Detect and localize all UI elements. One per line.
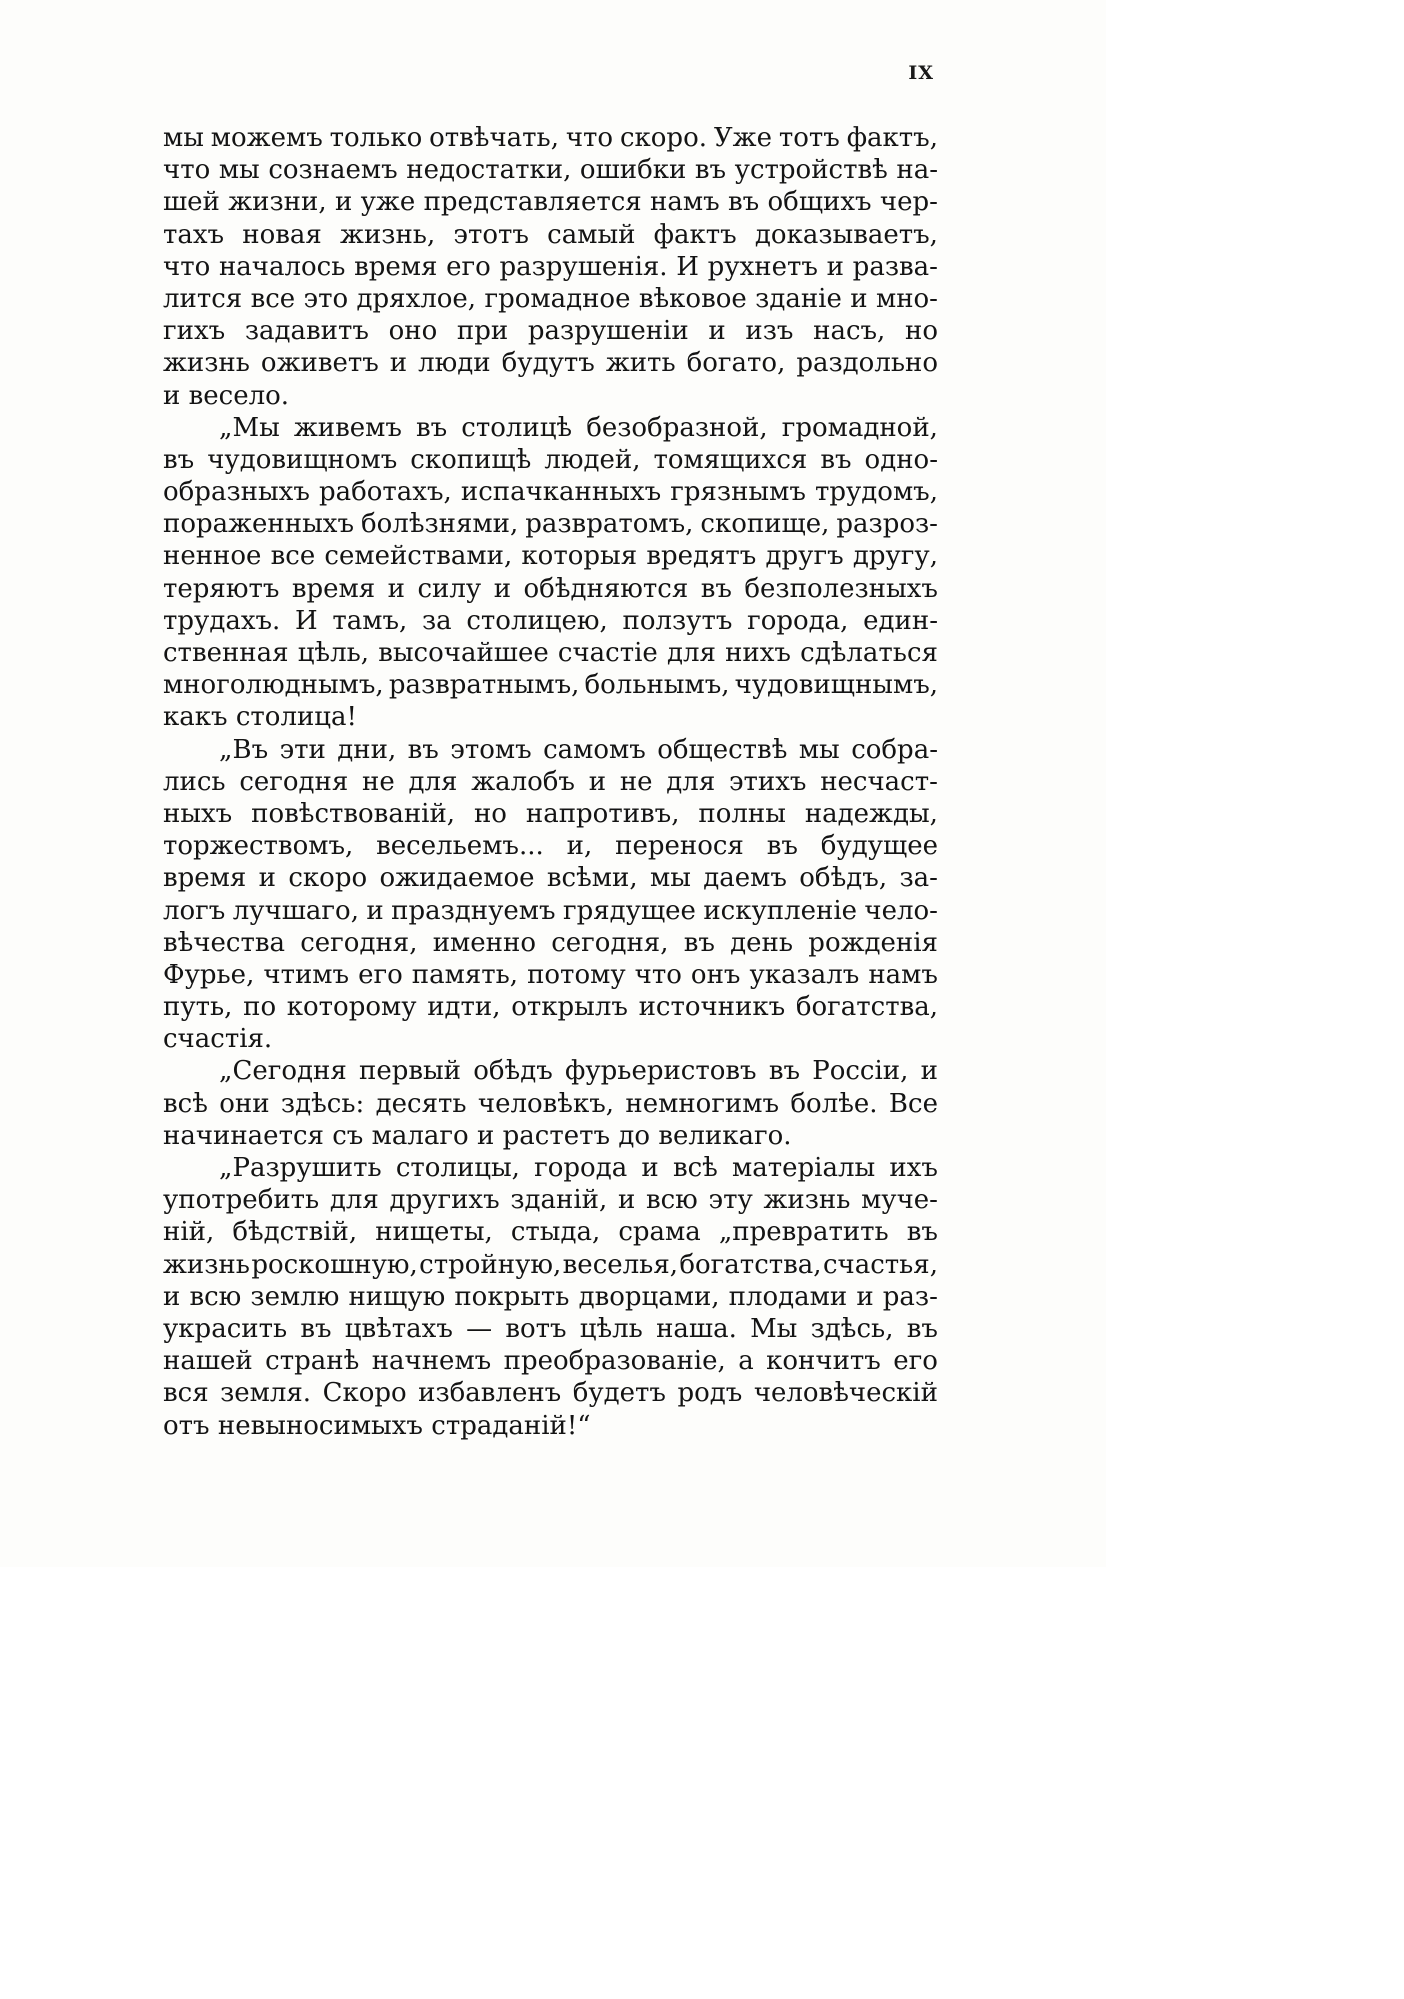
text-line: вѣчества сегодня, именно сегодня, въ день рожденія [163,927,938,958]
text-line: „Сегодня первый обѣдъ фурьеристовъ въ Россіи, и [219,1056,938,1087]
text-line: многолюднымъ, развратнымъ, больнымъ, чудовищнымъ, [163,670,938,701]
text-line: трудахъ. И тамъ, за столицею, ползутъ города, един- [163,605,938,636]
text-line: украсить въ цвѣтахъ — вотъ цѣль наша. Мы здѣсь, въ [163,1313,938,1344]
text-line: образныхъ работахъ, испачканныхъ грязнымъ трудомъ, [163,477,938,508]
text-line: „Разрушить столицы, города и всѣ матеріалы ихъ [219,1153,938,1183]
text-line: нашей странѣ начнемъ преобразованіе, а кончитъ его [163,1346,938,1377]
text-line: ній, бѣдствій, нищеты, стыда, срама „превратить въ [163,1217,938,1248]
text-line: ненное все семействами, которыя вредятъ другъ другу, [163,541,938,572]
text-line: ственная цѣль, высочайшее счастіе для нихъ сдѣлаться [163,638,938,668]
text-line: отъ невыносимыхъ страданій!“ [163,1410,591,1441]
text-line: жизнь оживетъ и люди будутъ жить богато, раздольно [163,348,938,379]
text-line: жизнь роскошную, стройную, веселья, богатства, счастья, [163,1249,938,1280]
text-line: вся земля. Скоро избавленъ будетъ родъ человѣческій [163,1378,938,1409]
text-line: и весело. [163,380,290,411]
text-line: торжествомъ, весельемъ... и, перенося въ будущее [163,831,938,862]
text-line: что началось время его разрушенія. И рухнетъ и разва- [163,251,938,282]
text-line: лись сегодня не для жалобъ и не для этихъ несчаст- [163,766,938,797]
text-line: Фурье, чтимъ его память, потому что онъ указалъ намъ [163,959,938,990]
text-line: лится все это дряхлое, громадное вѣковое зданіе и мно- [163,283,938,314]
text-line: пораженныхъ болѣзнями, развратомъ, скопище, разроз- [163,509,938,540]
text-line: употребить для другихъ зданій, и всю эту жизнь муче- [163,1185,938,1216]
text-line: логъ лучшаго, и празднуемъ грядущее искупленіе чело- [163,895,938,926]
text-line: и всю землю нищую покрыть дворцами, плодами и раз- [163,1281,938,1312]
text-line: шей жизни, и уже представляется намъ въ общихъ чер- [163,187,938,218]
text-line: „Мы живемъ въ столицѣ безобразной, громадной, [219,412,938,443]
body-text [163,122,938,1442]
text-line: мы можемъ только отвѣчать, что скоро. Уже тотъ фактъ, [163,123,938,153]
text-line: гихъ задавитъ оно при разрушеніи и изъ насъ, но [163,316,938,347]
page-number: IX [908,62,934,84]
text-line: время и скоро ожидаемое всѣми, мы даемъ обѣдъ, за- [163,863,938,894]
text-line: въ чудовищномъ скопищѣ людей, томящихся въ одно- [163,444,938,475]
text-line: „Въ эти дни, въ этомъ самомъ обществѣ мы собра- [219,734,938,765]
text-line: ныхъ повѣствованій, но напротивъ, полны надежды, [163,798,938,829]
text-line: путь, по которому идти, открылъ источникъ богатства, [163,992,938,1023]
text-line: начинается съ малаго и растетъ до великаго. [163,1120,792,1151]
text-line: теряютъ время и силу и обѣдняются въ безполезныхъ [163,573,938,604]
text-line: что мы сознаемъ недостатки, ошибки въ устройствѣ на- [163,155,938,186]
text-line: счастія. [163,1024,273,1055]
text-line: тахъ новая жизнь, этотъ самый фактъ доказываетъ, [163,219,938,250]
text-line: всѣ они здѣсь: десять человѣкъ, немногимъ болѣе. Все [163,1088,938,1119]
text-line: какъ столица! [163,702,357,733]
